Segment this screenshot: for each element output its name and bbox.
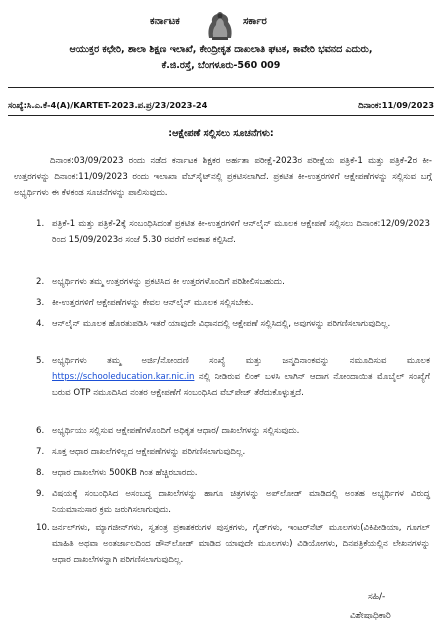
item-text: ಪತ್ರಿಕೆ-1 ಮತ್ತು ಪತ್ರಿಕೆ-2ಕ್ಕೆ ಸಂಬಂಧಿಸಿದಂತೆ ಪ್ರಕಟಿತ ಕೀ-ಉತ್ತರಗಳಿಗೆ ಆನ್‌ಲೈನ್ ಮೂಲಕ ಆಕ್ಷೇಪಣೆ ಸಲ್ಲಿಸಲು ದಿನಾಂಕ:12/09/2023 ರಿಂದ 15/09/2023ರ ಸಂಜೆ 5.30 ರವರೆಗೆ ಅವಕಾಶ ಕಲ್ಪಿಸಿದೆ. (52, 219, 430, 245)
item-text: ಅಭ್ಯರ್ಥಿಯು ಸಲ್ಲಿಸುವ ಆಕ್ಷೇಪಣೆಗಳೊಂದಿಗೆ ಅಧಿಕೃತ ಆಧಾರ/ ದಾಖಲೆಗಳನ್ನು ಸಲ್ಲಿಸುವುದು. (52, 426, 300, 436)
item-number: 7. (36, 447, 45, 457)
item-number: 2. (36, 277, 45, 287)
intro-paragraph (14, 153, 432, 201)
item-text: ಆಧಾರ ದಾಖಲೆಗಳು 500KB ಗಿಂತ ಹೆಚ್ಚಿರಬಾರದು. (52, 468, 198, 478)
item-number: 4. (36, 319, 45, 329)
header-divider (8, 87, 434, 88)
office-address-line-1: ಆಯುಕ್ತರ ಕಛೇರಿ, ಶಾಲಾ ಶಿಕ್ಷಣ ಇಲಾಖೆ, ಕೇಂದ್ರೀಕೃತ ದಾಖಲಾತಿ ಘಟಕ, ಕಾವೇರಿ ಭವನದ ಎದುರು, (69, 44, 373, 55)
intro-text: ದಿನಾಂಕ:03/09/2023 ರಂದು ನಡೆದ ಕರ್ನಾಟಕ ಶಿಕ್ಷಕರ ಅರ್ಹತಾ ಪರೀಕ್ಷೆ-2023ರ ಪರೀಕ್ಷೆಯ ಪತ್ರಿಕೆ-1 ಮತ್ತು ಪತ್ರಿಕೆ-2ರ ಕೀ-ಉತ್ತರಗಳನ್ನು ದಿನಾಂಕ:11/09/2023 ರಂದು ಇಲಾಖಾ ವೆಬ್‌ಸೈಟ್‌ನಲ್ಲಿ ಪ್ರಕಟಿಸಲಾಗಿದೆ. ಪ್ರಕಟಿತ ಕೀ-ಉತ್ತರಗಳಿಗೆ ಆಕ್ಷೇಪಣೆಗಳನ್ನು ಸಲ್ಲಿಸುವ ಬಗ್ಗೆ ಅಭ್ಯರ್ಥಿಗಳು ಈ ಕೆಳಕಂಡ ಸೂಚನೆಗಳನ್ನು ಪಾಲಿಸುವುದು. (14, 156, 432, 198)
item-number: 8. (36, 468, 45, 478)
signature-mark: ಸಹಿ/- (368, 592, 386, 602)
item-text-before-link: ಅಭ್ಯರ್ಥಿಗಳು ತಮ್ಮ ಅರ್ಜಿ/ನೋಂದಣಿ ಸಂಖ್ಯೆ ಮತ್ತು ಜನ್ಮದಿನಾಂಕವನ್ನು ನಮೂದಿಸುವ ಮೂಲಕ (52, 356, 430, 366)
item-text: ಜರ್ನಲ್‌ಗಳು, ಮ್ಯಾಗಜೀನ್‌ಗಳು, ಸ್ವತಂತ್ರ ಪ್ರಕಾಶಕರುಗಳ ಪುಸ್ತಕಗಳು, ಗೈಡ್‌ಗಳು, ಇಂಟರ್‌ನೆಟ್ ಮೂಲಗಳು(ವಿಕಿಪೀಡಿಯಾ, ಗೂಗಲ್ ಮಾಹಿತಿ ಅಥವಾ ಅಂತರ್ಜಾಲದಿಂದ ಡೌನ್‌ಲೋಡ್ ಮಾಡಿದ ಯಾವುದೇ ಮೂಲಗಳು) ವಿಡಿಯೋಗಳು, ದಿನಪತ್ರಿಕೆಯಲ್ಲಿನ ಲೇಖನಗಳನ್ನು ಆಧಾರ ದಾಖಲೆಗಳನ್ನಾಗಿ ಪರಿಗಣಿಸಲಾಗುವುದಿಲ್ಲ. (52, 523, 430, 565)
reference-divider (8, 115, 434, 116)
state-emblem-icon (203, 8, 237, 42)
signatory-title: ವಿಶೇಷಾಧಿಕಾರಿ (350, 611, 391, 621)
item-number: 6. (36, 426, 45, 436)
item-text: ಆನ್‌ಲೈನ್ ಮೂಲಕ ಹೊರತುಪಡಿಸಿ ಇತರೆ ಯಾವುದೇ ವಿಧಾನದಲ್ಲಿ ಆಕ್ಷೇಪಣೆ ಸಲ್ಲಿಸಿದಲ್ಲಿ, ಅವುಗಳನ್ನು ಪರಿಗಣಿಸಲಾಗುವುದಿಲ್ಲ. (52, 319, 391, 329)
item-number: 3. (36, 298, 45, 308)
item-text: ಸೂಕ್ತ ಆಧಾರ ದಾಖಲೆಗಳಿಲ್ಲದ ಆಕ್ಷೇಪಣೆಗಳನ್ನು ಪರಿಗಣಿಸಲಾಗುವುದಿಲ್ಲ. (52, 447, 246, 457)
subject-heading: :ಆಕ್ಷೇಪಣೆ ಸಲ್ಲಿಸಲು ಸೂಚನೆಗಳು: (168, 128, 274, 139)
school-education-website-link[interactable]: https://schooleducation.kar.nic.in (52, 372, 195, 382)
item-text: ಅಭ್ಯರ್ಥಿಗಳು ತಮ್ಮ ಉತ್ತರಗಳನ್ನು ಪ್ರಕಟಿಸಿದ ಕೀ ಉತ್ತರಗಳೊಂದಿಗೆ ಪರಿಶೀಲಿಸಬಹುದು. (52, 277, 285, 287)
item-text (52, 353, 430, 401)
office-address-line-2: ಕೆ.ಜಿ.ರಸ್ತೆ, ಬೆಂಗಳೂರು-560 009 (161, 60, 281, 71)
item-number: 9. (36, 489, 45, 499)
item-number: 10. (36, 523, 50, 533)
item-text: ಕೀ-ಉತ್ತರಗಳಿಗೆ ಆಕ್ಷೇಪಣೆಗಳನ್ನು ಕೇವಲ ಆನ್‌ಲೈನ್ ಮೂಲಕ ಸಲ್ಲಿಸಬೇಕು. (52, 298, 254, 308)
item-number: 1. (36, 219, 45, 229)
government-label-right: ಸರ್ಕಾರ (243, 16, 267, 27)
reference-number: ಸಂಖ್ಯೆ:ಸಿ.ಎ.ಕೆ-4(A)/KARTET-2023.ಪ.ಪ್ರ/23/2023-24 (8, 100, 208, 110)
government-label-left: ಕರ್ನಾಟಕ (150, 16, 180, 27)
item-number: 5. (36, 356, 45, 366)
item-text: ವಿಷಯಕ್ಕೆ ಸಂಬಂಧಿಸಿದ ಅಸಂಬದ್ಧ ದಾಖಲೆಗಳನ್ನು ಹಾಗೂ ಚಿತ್ರಗಳನ್ನು ಅಪ್‌ಲೋಡ್ ಮಾಡಿದಲ್ಲಿ ಅಂತಹ ಅಭ್ಯರ್ಥಿಗಳ ವಿರುದ್ಧ ನಿಯಮಾನುಸಾರ ಕ್ರಮ ಜರುಗಿಸಲಾಗುವುದು. (52, 489, 430, 515)
item-text-after-link: ನಲ್ಲಿ ನೀಡಿರುವ ಲಿಂಕ್ ಬಳಸಿ ಲಾಗಿನ್ ಆದಾಗ ನೋಂದಾಯಿತ ಮೊಬೈಲ್ ಸಂಖ್ಯೆಗೆ ಬರುವ OTP ನಮೂದಿಸಿದ ನಂತರ ಆಕ್ಷೇಪಣೆಗೆ ಸಂಬಂಧಿಸಿದ ವೆಬ್‌ಪೇಜ್ ತೆರೆದುಕೊಳ್ಳುತ್ತದೆ. (52, 372, 430, 398)
reference-date: ದಿನಾಂಕ:11/09/2023 (358, 100, 434, 110)
